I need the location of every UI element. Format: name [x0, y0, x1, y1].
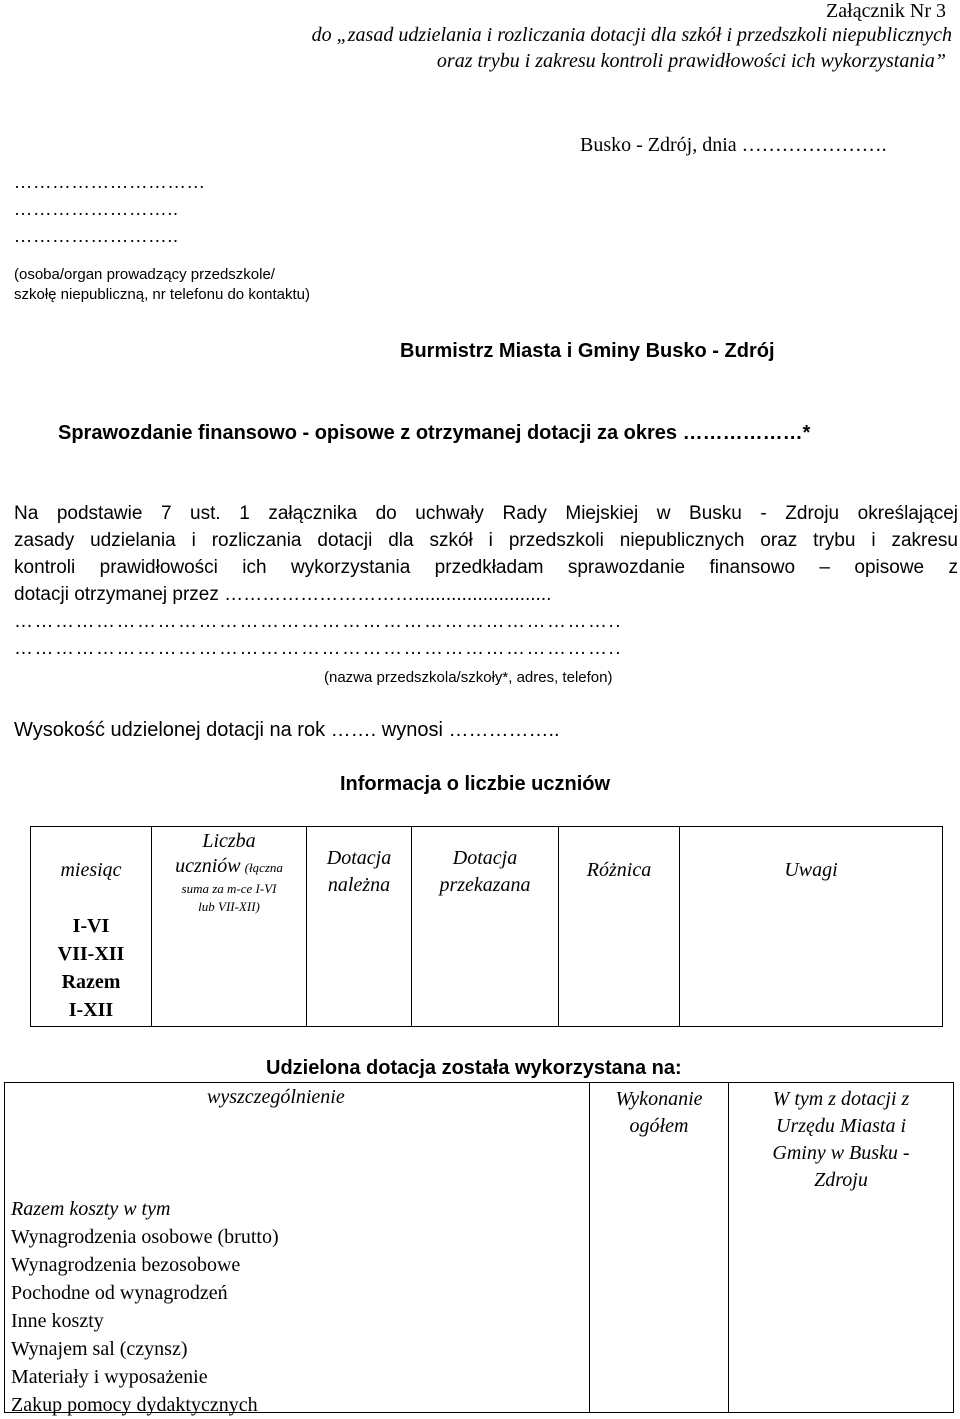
body-line1: Na podstawie 7 ust. 1 załącznika do uchwały Rady Miejskiej w Busku - Zdroju określającej — [14, 503, 958, 524]
item-non-personal-salaries: Wynagrodzenia bezosobowe — [11, 1254, 241, 1276]
header-students-note-b: suma za m-ce I-VI — [181, 881, 277, 896]
usage-table — [4, 1082, 954, 1416]
month-column — [31, 827, 152, 1027]
item-room-rental: Wynajem sal (czynsz) — [11, 1338, 188, 1360]
notes-column — [680, 827, 943, 1027]
students-count-column — [152, 827, 307, 1027]
header-students-main2: uczniów — [175, 855, 241, 877]
sender-label-line1: (osoba/organ prowadzący przedszkole/ — [14, 266, 275, 283]
body-dots-line1: …………………………………………………………………………….. — [14, 611, 623, 632]
sender-dots-line3: …………………….. — [14, 226, 179, 246]
item-materials-equipment: Materiały i wyposażenie — [11, 1366, 208, 1388]
header-month: miesiąc — [60, 859, 122, 881]
header-total2: ogółem — [629, 1115, 689, 1137]
header-notes: Uwagi — [784, 859, 838, 881]
body-line3: kontroli prawidłowości ich wykorzystania przedkładam sprawozdanie finansowo – opisowe z — [14, 557, 958, 578]
row-i-xii: I-XII — [68, 999, 114, 1021]
item-teaching-aids: Zakup pomocy dydaktycznych — [11, 1394, 258, 1416]
header-city1: W tym z dotacji z — [772, 1088, 910, 1110]
header-city3: Gminy w Busku - — [772, 1142, 910, 1164]
body-line2: zasady udzielania i rozliczania dotacji dla szkół i przedszkoli niepublicznych oraz trybu i zakresu — [14, 530, 958, 551]
students-section-title: Informacja o liczbie uczniów — [340, 773, 611, 795]
header-total1: Wykonanie — [615, 1088, 703, 1110]
header-city2: Urzędu Miasta i — [776, 1115, 906, 1137]
header-due2: należna — [327, 874, 391, 896]
body-dots-line2: …………………………………………………………………………….. — [14, 638, 623, 659]
city-grant-column — [729, 1083, 954, 1413]
students-table — [30, 826, 943, 1027]
due-column — [307, 827, 412, 1027]
header-city4: Zdroju — [814, 1169, 868, 1191]
row-total-label: Razem — [61, 971, 121, 993]
school-name-label: (nazwa przedszkola/szkoły*, adres, telefon) — [324, 669, 613, 686]
sender-label-line2: szkołę niepubliczną, nr telefonu do kontaktu) — [14, 286, 311, 303]
header-students-note-a: (łączna — [244, 860, 283, 875]
header-due1: Dotacja — [326, 847, 392, 869]
header-students-note-c: lub VII-XII) — [198, 899, 260, 914]
recipient: Burmistrz Miasta i Gminy Busko - Zdrój — [400, 340, 775, 362]
header-regulation-line1: do „zasad udzielania i rozliczania dotacji dla szkół i przedszkoli niepublicznych — [311, 24, 952, 46]
header-difference: Różnica — [586, 859, 652, 881]
item-salaries-gross: Wynagrodzenia osobowe (brutto) — [11, 1226, 279, 1248]
header-transferred2: przekazana — [439, 874, 531, 896]
grant-amount: Wysokość udzielonej dotacji na rok ……. wynosi …………….. — [14, 719, 560, 741]
report-title: Sprawozdanie finansowo - opisowe z otrzymanej dotacji za okres ………………* — [58, 422, 811, 444]
item-total-costs: Razem koszty w tym — [11, 1198, 171, 1220]
body-line4: dotacji otrzymanej przez ………………………….......................... — [14, 584, 552, 605]
header-regulation-line2: oraz trybu i zakresu kontroli prawidłowości ich wykorzystania” — [436, 50, 946, 72]
item-salary-derivatives: Pochodne od wynagrodzeń — [11, 1282, 228, 1304]
row-i-vi: I-VI — [72, 915, 110, 937]
body-paragraph — [14, 500, 958, 662]
item-other-costs: Inne koszty — [11, 1310, 104, 1332]
sender-dots-line1: ………………………… — [14, 172, 206, 192]
attachment-title: Załącznik Nr 3 — [826, 0, 946, 22]
row-vii-xii: VII-XII — [57, 943, 125, 965]
usage-section-title: Udzielona dotacja została wykorzystana na: — [266, 1057, 682, 1079]
sender-dots-line2: …………………….. — [14, 199, 179, 219]
header-transferred1: Dotacja — [452, 847, 518, 869]
header-students-main1: Liczba — [202, 830, 256, 852]
transferred-column — [412, 827, 559, 1027]
specification-column — [5, 1083, 590, 1416]
difference-column — [559, 827, 680, 1027]
header-specification: wyszczególnienie — [207, 1086, 345, 1108]
total-execution-column — [590, 1083, 729, 1413]
place-and-date: Busko - Zdrój, dnia …………………. — [580, 134, 887, 156]
